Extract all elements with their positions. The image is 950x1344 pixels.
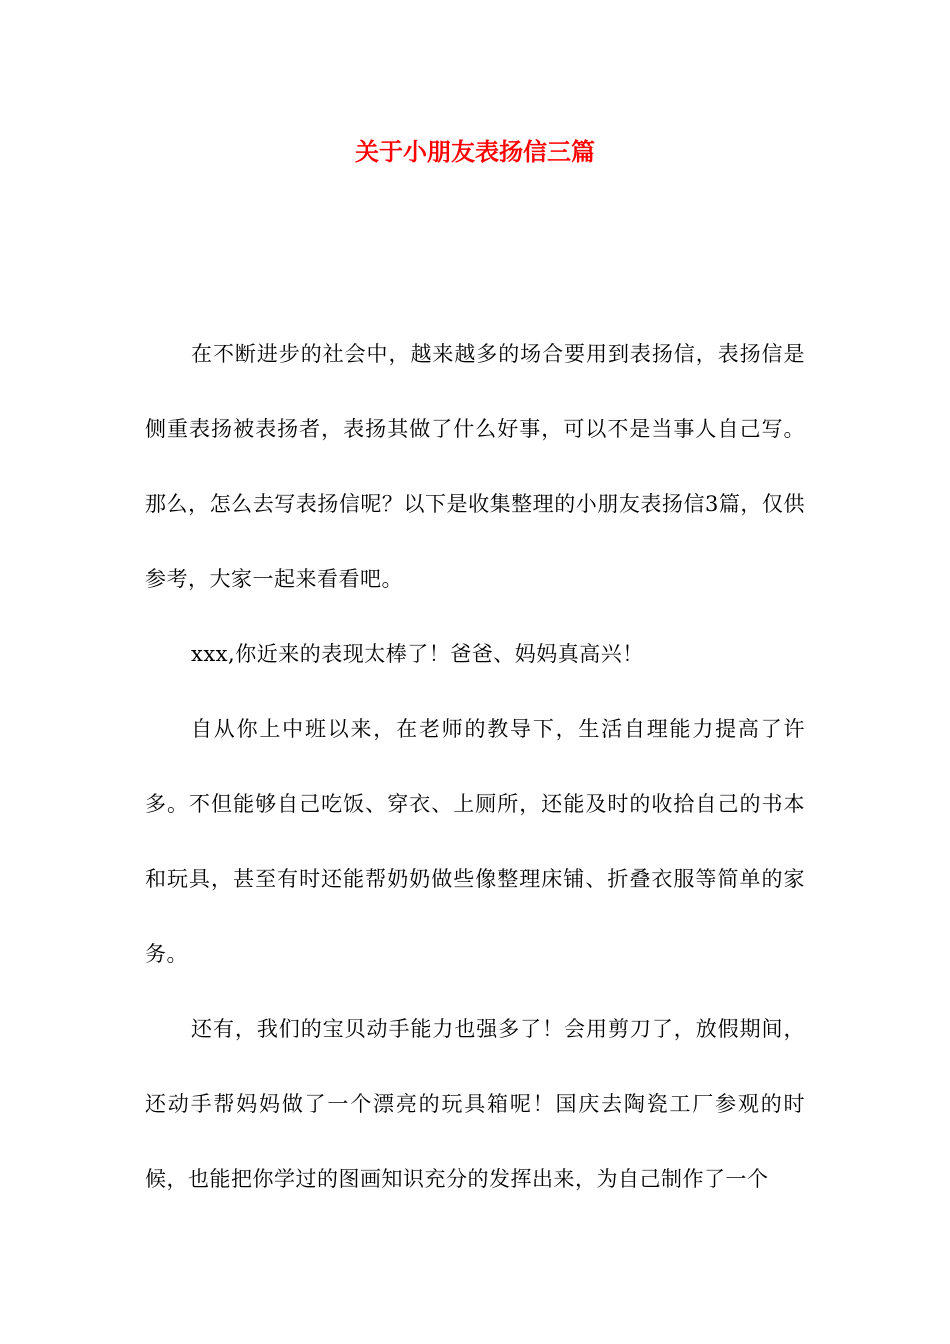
paragraph-greeting: xxx,你近来的表现太棒了！爸爸、妈妈真高兴！ [191,642,644,666]
paragraph-hands-on: 还有，我们的宝贝动手能力也强多了！会用剪刀了，放假期间，还动手帮妈妈做了一个漂亮的玩具箱呢！国庆去陶瓷工厂参观的时候，也能把你学过的图画知识充分的发挥出来，为自己制作了一个 [145,1017,805,1191]
document-title: 关于小朋友表扬信三篇 [355,138,595,166]
document-body [145,317,805,1217]
paragraph-intro: 在不断进步的社会中，越来越多的场合要用到表扬信，表扬信是侧重表扬被表扬者，表扬其做了什么好事，可以不是当事人自己写。那么，怎么去写表扬信呢？以下是收集整理的小朋友表扬信3篇，仅供参考，大家一起来看看吧。 [145,342,805,591]
paragraph-self-care: 自从你上中班以来，在老师的教导下，生活自理能力提高了许多。不但能够自己吃饭、穿衣、上厕所，还能及时的收拾自己的书本和玩具，甚至有时还能帮奶奶做些像整理床铺、折叠衣服等简单的家务。 [145,717,805,966]
